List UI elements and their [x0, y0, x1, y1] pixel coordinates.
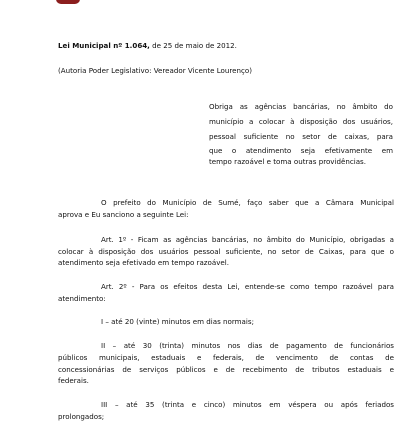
- clause-line: III – até 35 (trinta e cinco) minutos em véspera ou após feriados: [101, 400, 394, 409]
- clause-line: públicos municipais, estaduais e federais, de vencimento de contas de: [58, 353, 394, 362]
- clause-line: I – até 20 (vinte) minutos em dias normais;: [101, 317, 254, 326]
- summary-line: município a colocar à disposição dos usuários,: [209, 117, 393, 126]
- article-line: atendimento:: [58, 294, 106, 303]
- preamble-line: O prefeito do Município de Sumé, faço saber que a Câmara Municipal: [101, 198, 394, 207]
- summary-line: tempo razoável e toma outras providências.: [209, 157, 367, 166]
- clause-line: federais.: [58, 376, 89, 385]
- clause-line: II – até 30 (trinta) minutos nos dias de pagamento de funcionários: [101, 341, 394, 350]
- law-title: [58, 41, 237, 50]
- summary-line: pessoal suficiente no setor de caixas, para: [209, 132, 393, 141]
- article-line: atendimento seja efetivado em tempo razoável.: [58, 258, 230, 267]
- law-number: Lei Municipal nº 1.064,: [58, 41, 150, 50]
- article-line: Art. 2º - Para os efeitos desta Lei, entende-se como tempo razoável para: [101, 282, 394, 291]
- clause-line: concessionárias de serviços públicos e de recebimento de tributos estaduais e: [58, 365, 394, 374]
- article-line: colocar à disposição dos usuários pessoal suficiente, no setor de Caixas, para que o: [58, 247, 394, 256]
- clause-line: prolongados;: [58, 412, 105, 421]
- municipal-seal: [56, 0, 80, 4]
- article-line: Art. 1º - Ficam as agências bancárias, no âmbito do Município, obrigadas a: [101, 235, 394, 244]
- law-date: de 25 de maio de 2012.: [149, 41, 237, 50]
- summary-line: que o atendimento seja efetivamente em: [209, 146, 393, 155]
- summary-line: Obriga as agências bancárias, no âmbito do: [209, 102, 393, 111]
- law-author: (Autoria Poder Legislativo: Vereador Vicente Lourenço): [58, 66, 253, 75]
- preamble-line: aprova e Eu sanciono a seguinte Lei:: [58, 210, 189, 219]
